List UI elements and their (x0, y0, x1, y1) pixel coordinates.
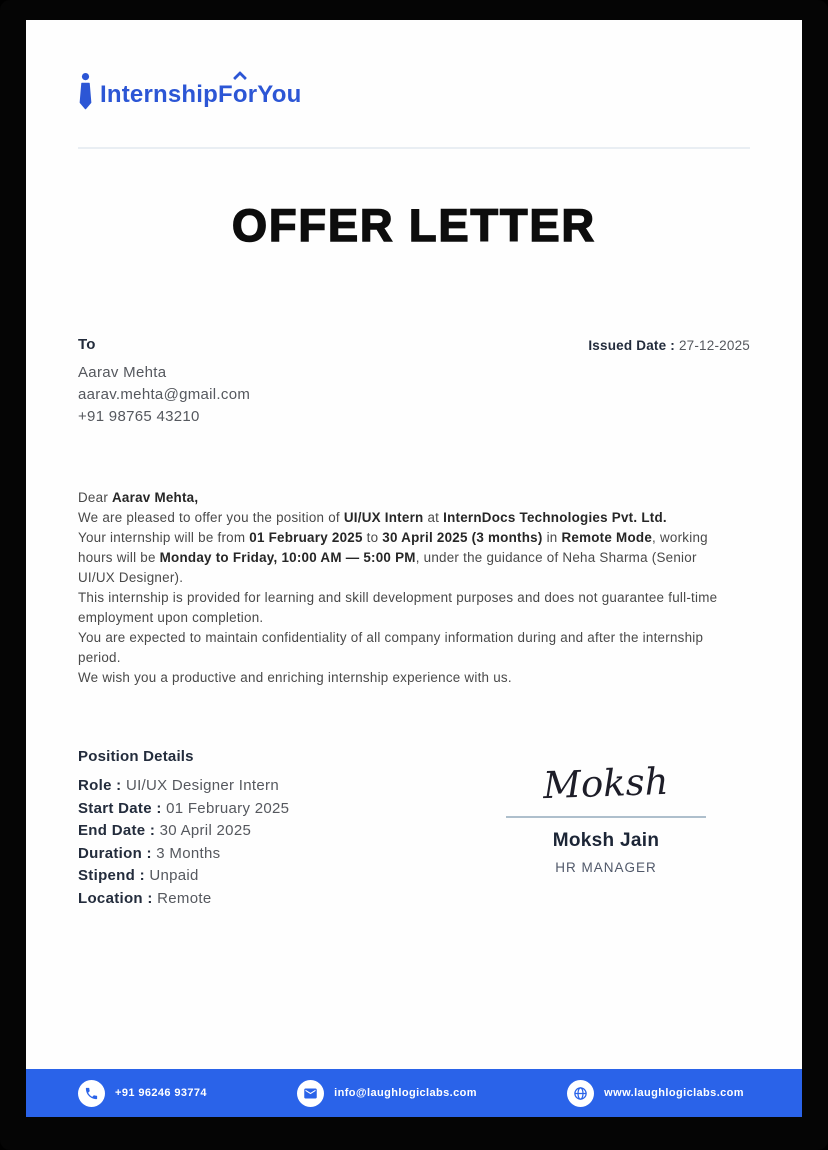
phone-icon (78, 1080, 105, 1107)
footer-contact-label: info@laughlogiclabs.com (334, 1087, 477, 1099)
issued-date-label: Issued Date : (588, 338, 675, 353)
offer-letter-page (26, 20, 802, 1117)
position-row: Duration : 3 Months (78, 844, 221, 862)
letter-line: We are pleased to offer you the position of UI/UX Intern at InternDocs Technologies Pvt. Ltd. (78, 510, 667, 525)
signature-script: Moksh (542, 759, 670, 808)
letter-line: UI/UX Designer). (78, 570, 184, 585)
letter-line: employment upon completion. (78, 610, 264, 625)
signature-line (506, 816, 706, 818)
issued-date-value: 27-12-2025 (678, 338, 750, 353)
tie-icon (78, 72, 93, 117)
position-row: Role : UI/UX Designer Intern (78, 777, 279, 794)
footer-contact-globe[interactable] (567, 1080, 744, 1107)
recipient-email: aarav.mehta@gmail.com (78, 386, 251, 403)
globe-icon (567, 1080, 594, 1107)
logo-text: InternshipF o rYou (100, 81, 301, 109)
signature-block (495, 758, 717, 875)
position-row: End Date : 30 April 2025 (78, 822, 252, 839)
issued-date (588, 338, 750, 353)
letter-line: You are expected to maintain confidentiality of all company information during and after the internship (78, 630, 704, 645)
footer-contact-label: +91 96246 93774 (115, 1087, 207, 1099)
letter-line: Dear Aarav Mehta, (78, 490, 199, 505)
footer-contact-phone[interactable] (78, 1080, 207, 1107)
position-row: Stipend : Unpaid (78, 867, 199, 884)
recipient-block (78, 362, 250, 428)
letter-body (78, 488, 768, 688)
recipient-heading: To (78, 336, 96, 353)
signatory-role: HR MANAGER (555, 859, 657, 875)
letter-line: period. (78, 650, 121, 665)
page-title: OFFER LETTER (232, 200, 596, 251)
logo (78, 72, 301, 117)
letter-line: hours will be Monday to Friday, 10:00 AM — 5:00 PM, under the guidance of Neha Sharma (Senior (78, 550, 697, 565)
footer-contact-email[interactable] (297, 1080, 477, 1107)
letter-line: Your internship will be from 01 February 2025 to 30 April 2025 (3 months) in Remote Mode, working (78, 530, 708, 545)
letter-line: This internship is provided for learning and skill development purposes and does not guarantee full-time (78, 590, 718, 605)
footer-contact-label: www.laughlogiclabs.com (604, 1087, 744, 1099)
position-rows (78, 775, 289, 910)
recipient-phone: +91 98765 43210 (78, 408, 200, 425)
position-row: Location : Remote (78, 889, 212, 907)
signatory-name: Moksh Jain (552, 829, 660, 851)
position-details-heading: Position Details (78, 748, 194, 765)
email-icon (297, 1080, 324, 1107)
header-divider (78, 147, 750, 149)
footer-bar (26, 1069, 802, 1117)
recipient-name: Aarav Mehta (78, 364, 167, 381)
letter-line: We wish you a productive and enriching internship experience with us. (78, 670, 512, 685)
position-row: Start Date : 01 February 2025 (78, 799, 290, 817)
